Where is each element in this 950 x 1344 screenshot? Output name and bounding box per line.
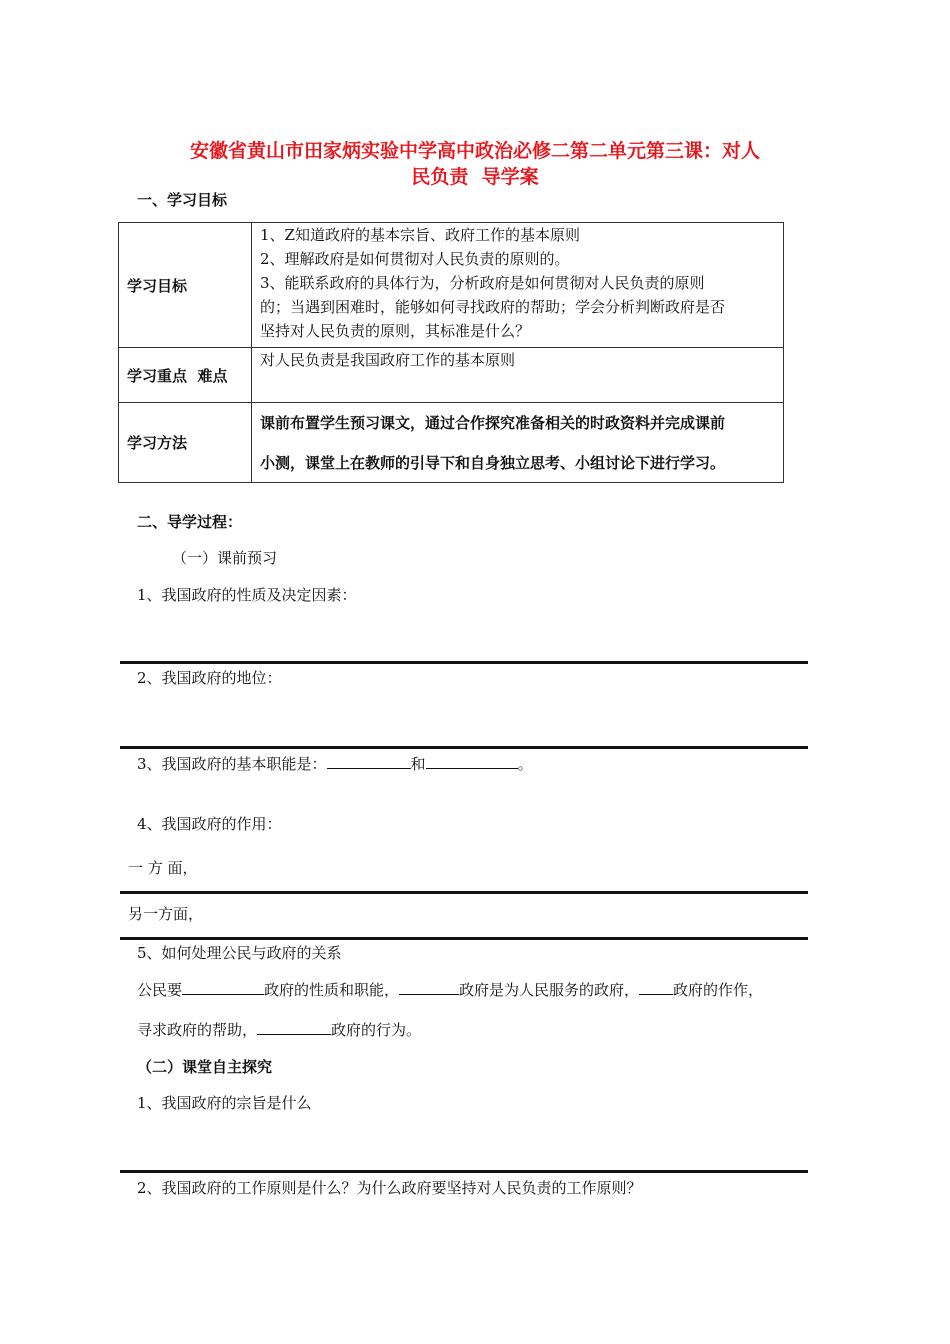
question-3 (137, 754, 533, 774)
method-line: 小测，课堂上在教师的引导下和自身独立思考、小组讨论下进行学习。 (260, 453, 726, 472)
goals-table (118, 222, 784, 483)
question-5: 5、如何处理公民与政府的关系 (137, 944, 342, 962)
goal-line: 的；当遇到困难时，能够如何寻找政府的帮助；学会分析判断政府是否 (260, 298, 726, 316)
fill-blank[interactable] (399, 980, 459, 995)
method-line: 课前布置学生预习课文，通过合作探究准备相关的时政资料并完成课前 (260, 413, 726, 432)
answer-line (120, 746, 808, 749)
explore-question-1: 1、我国政府的宗旨是什么 (137, 1094, 312, 1112)
question-4-aspect-two: 另一方面， (128, 905, 204, 923)
answer-line (120, 661, 808, 664)
q5-text: 政府是为人民服务的政府， (459, 981, 640, 999)
goal-line: 坚持对人民负责的原则，其标准是什么？ (260, 322, 531, 340)
q5-text: 寻求政府的帮助， (137, 1021, 258, 1039)
question-1: 1、我国政府的性质及决定因素： (137, 586, 357, 604)
table-row (119, 348, 784, 403)
explore-question-2: 2、我国政府的工作原则是什么？为什么政府要坚持对人民负责的工作原则？ (137, 1179, 642, 1197)
question-3-end: 。 (517, 755, 533, 773)
question-4: 4、我国政府的作用： (137, 815, 282, 833)
part-heading-preview: （一）课前预习 (172, 549, 278, 567)
title-line-1: 安徽省黄山市田家炳实验中学高中政治必修二第二单元第三课：对人 (189, 140, 760, 162)
table-row (119, 403, 784, 483)
section-heading-process: 二、导学过程： (137, 513, 243, 531)
question-5-line-2 (137, 1020, 421, 1040)
q5-text: 政府的性质和职能， (264, 981, 400, 999)
goal-line: 1、Z知道政府的基本宗旨、政府工作的基本原则 (260, 226, 580, 244)
fill-blank[interactable] (639, 980, 673, 995)
question-3-mid: 和 (410, 755, 426, 773)
title-line-2: 民负责 导学案 (411, 166, 539, 188)
table-row (119, 223, 784, 348)
answer-line (120, 1170, 808, 1173)
focus-line: 对人民负责是我国政府工作的基本原则 (260, 351, 516, 369)
document-title (120, 138, 830, 190)
question-3-prefix: 3、我国政府的基本职能是： (137, 755, 327, 773)
row-body-focus (252, 348, 784, 403)
row-head-focus: 学习重点 难点 (119, 348, 252, 403)
fill-blank[interactable] (426, 754, 518, 769)
fill-blank[interactable] (257, 1020, 331, 1035)
q5-text: 公民要 (137, 981, 183, 999)
goal-line: 2、理解政府是如何贯彻对人民负责的原则的。 (260, 250, 570, 268)
answer-line (120, 937, 808, 940)
part-heading-explore: （二）课堂自主探究 (137, 1058, 273, 1076)
goal-line: 3、能联系政府的具体行为，分析政府是如何贯彻对人民负责的原则 (260, 274, 705, 292)
row-head-goals: 学习目标 (119, 223, 252, 348)
fill-blank[interactable] (182, 980, 264, 995)
row-body-goals (252, 223, 784, 348)
row-body-methods (252, 403, 784, 483)
q5-text: 政府的行为。 (331, 1021, 422, 1039)
question-2: 2、我国政府的地位： (137, 669, 282, 687)
answer-line (120, 891, 808, 894)
question-5-line-1 (137, 980, 763, 1000)
question-4-aspect-one: 一 方 面， (128, 859, 198, 877)
q5-text: 政府的作作， (673, 981, 764, 999)
section-heading-goals: 一、学习目标 (137, 191, 228, 209)
fill-blank[interactable] (327, 754, 411, 769)
row-head-methods: 学习方法 (119, 403, 252, 483)
